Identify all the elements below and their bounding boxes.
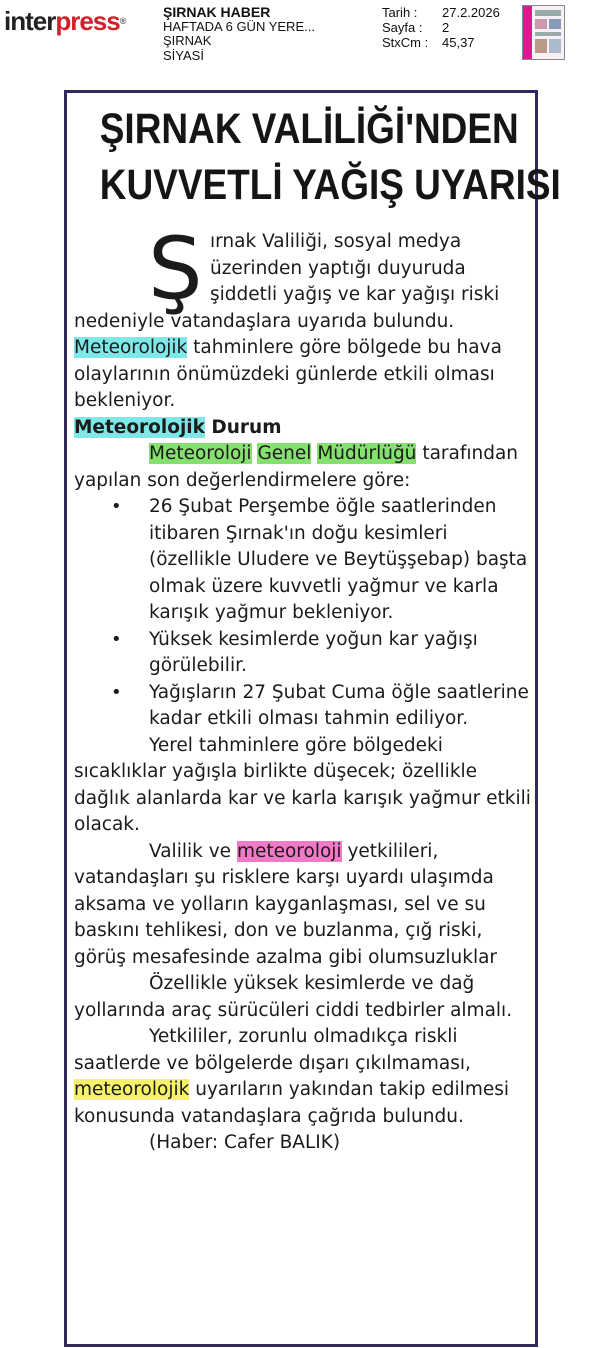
highlighted-keyword: Meteoroloji [149, 443, 252, 464]
article-headline [99, 101, 561, 213]
meta-label-stxcm: StxCm : [382, 35, 429, 50]
headline-line-1: ŞIRNAK VALİLİĞİ'NDEN [99, 105, 519, 153]
thumbnail-block [535, 19, 547, 29]
article-frame [64, 90, 561, 1347]
highlighted-keyword: meteorolojik [74, 1079, 190, 1100]
section-subheading [74, 415, 532, 442]
highlighted-keyword: Genel [257, 443, 312, 464]
meta-row-date [382, 5, 500, 20]
meta-row-stxcm [382, 35, 500, 50]
highlighted-keyword: Müdürlüğü [317, 443, 417, 464]
paragraph-1-text: tarafından yapılan son değerlendirmelere göre: [74, 443, 519, 491]
lead-paragraph [74, 219, 532, 415]
subheading-text: Durum [211, 416, 282, 438]
clipping-meta-info [382, 5, 500, 50]
meta-label-page: Sayfa : [382, 20, 423, 35]
logo-text-press: press [55, 6, 120, 36]
thumbnail-block [535, 32, 561, 36]
bullet-item: • Yüksek kesimlerde yoğun kar yağışı görülebilir. [149, 627, 532, 680]
paragraph-5-text: Yetkililer, zorunlu olmadıkça riskli saatlerde ve bölgelerde dışarı çıkılmaması, [74, 1026, 471, 1074]
article-body [74, 219, 532, 1157]
meta-row-page [382, 20, 500, 35]
publication-period: HAFTADA 6 GÜN YERE... [163, 18, 315, 34]
meta-label-date: Tarih : [382, 5, 418, 20]
article-byline: (Haber: Cafer BALIK) [149, 1132, 341, 1153]
publication-city: ŞIRNAK [163, 33, 212, 48]
highlighted-keyword: Meteorolojik [74, 416, 205, 438]
lead-text: ırnak Valiliği, sosyal medya üzerinden yaptığı duyuruda şiddetli yağış ve kar yağışı riski nedeniyle vatandaşlara uyarıda bulundu. [74, 231, 500, 332]
page-thumbnail[interactable] [522, 5, 565, 60]
thumbnail-block [549, 19, 561, 29]
meta-value-page: 2 [442, 20, 450, 35]
logo-text-inter: inter [4, 6, 56, 36]
headline-line-2: KUVVETLİ YAĞIŞ UYARISI [99, 161, 561, 209]
meta-value-date: 27.2.2026 [442, 5, 500, 20]
paragraph-1 [74, 441, 532, 494]
meta-value-stxcm: 45,37 [442, 35, 475, 50]
highlighted-keyword: Meteorolojik [74, 337, 188, 358]
paragraph-5 [74, 1024, 532, 1130]
paragraph-3 [74, 839, 532, 972]
paragraph-3-text-rest: yetkilileri, vatandaşları şu risklere karşı uyardı ulaşımda aksama ve yolların kayganlaşması, sel ve su baskını tehlikesi, don ve buzlanma, çığ riski, görüş mesafesinde azalma gibi olumsuzluklar [74, 840, 498, 968]
highlighted-keyword: meteoroloji [236, 840, 342, 862]
thumbnail-block [535, 39, 547, 53]
paragraph-5-text-rest: uyarıların yakından takip edilmesi konusunda vatandaşlara çağrıda bulundu. [74, 1079, 510, 1127]
publication-name: ŞIRNAK HABER [163, 4, 271, 20]
logo-registered-mark: ® [119, 16, 126, 26]
interpress-logo [4, 6, 125, 36]
lead-text-rest: tahminlere göre bölgede bu hava olaylarının önümüzdeki günlerde etkili olması bekleniyor. [74, 337, 502, 411]
publication-category: SİYASİ [163, 47, 204, 63]
bullet-item: • Yağışların 27 Şubat Cuma öğle saatlerine kadar etkili olması tahmin ediliyor. [149, 680, 532, 733]
drop-cap: Ş [148, 219, 203, 319]
paragraph-4: Özellikle yüksek kesimlerde ve dağ yollarında araç sürücüleri ciddi tedbirler almalı. [74, 973, 513, 1021]
bullet-item: • 26 Şubat Perşembe öğle saatlerinden itibaren Şırnak'ın doğu kesimleri (özellikle Uludere ve Beytüşşebap) başta olmak üzere kuvvetli yağmur ve karla karışık yağmur bekleniyor. [149, 494, 532, 627]
thumbnail-block [549, 39, 561, 53]
paragraph-3-text: Valilik ve [149, 840, 232, 862]
clipping-source-info [163, 5, 315, 63]
thumbnail-color-strip [523, 6, 532, 59]
thumbnail-block [535, 10, 561, 16]
forecast-bullet-list [74, 494, 532, 733]
paragraph-2: Yerel tahminlere göre bölgedeki sıcaklıklar yağışla birlikte düşecek; özellikle dağlık alanlarda kar ve karla karışık yağmur etkili olacak. [74, 734, 531, 835]
